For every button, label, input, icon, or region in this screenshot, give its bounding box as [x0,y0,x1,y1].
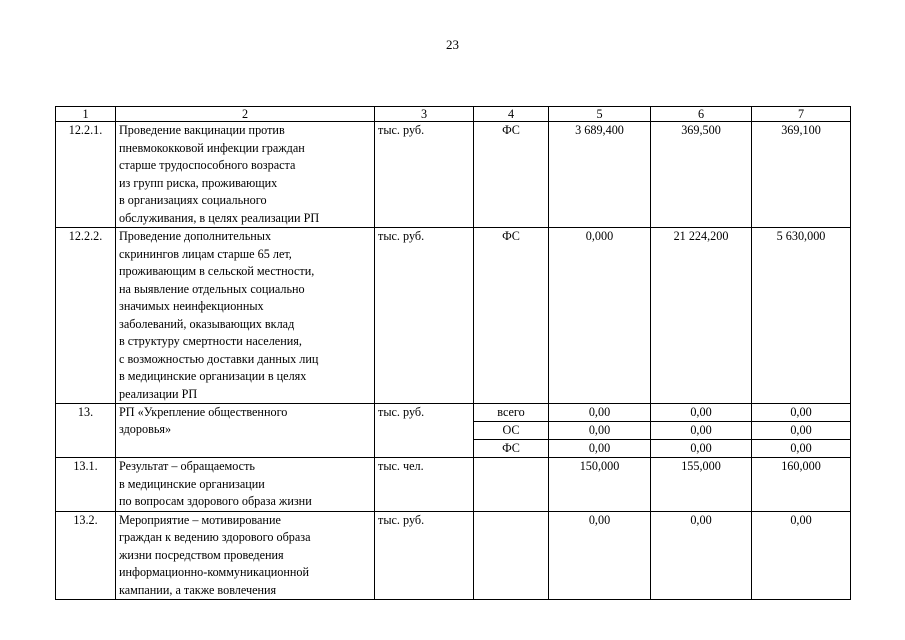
row-number-cell: 13.2. [56,511,116,600]
row-value-cell: 369,500 [651,122,752,228]
row-value-cell: 0,000 [549,228,651,404]
row-number-cell: 12.2.2. [56,228,116,404]
column-number-row [56,107,851,122]
column-number-cell: 2 [116,107,375,122]
column-number-cell: 1 [56,107,116,122]
column-number-cell: 4 [474,107,549,122]
row-value-cell: 0,00 [651,511,752,600]
row-value-cell: 0,00 [651,422,752,440]
table-row [56,122,851,228]
row-number-cell: 12.2.1. [56,122,116,228]
row-value-cell: 0,00 [549,404,651,422]
column-number-cell: 3 [375,107,474,122]
row-value-cell: 3 689,400 [549,122,651,228]
column-number-cell: 6 [651,107,752,122]
row-value-cell: 0,00 [752,440,851,458]
page-number: 23 [446,37,459,52]
row-name-cell: Проведение дополнительных скринингов лицам старше 65 лет, проживающим в сельской местности, на выявление отдельных социально значимых неинфекционных заболеваний, оказывающих вклад в структуру смертности населения, с возможностью доставки данных лиц в медицинские организации в целях реализации РП [116,228,375,404]
table-body [56,107,851,600]
table-row [56,404,851,422]
row-name-cell: РП «Укрепление общественного здоровья» [116,404,375,458]
row-unit-cell: тыс. руб. [375,122,474,228]
row-value-cell: 150,000 [549,458,651,512]
row-source-cell [474,458,549,512]
row-value-cell: 369,100 [752,122,851,228]
row-name-cell: Результат – обращаемость в медицинские организации по вопросам здорового образа жизни [116,458,375,512]
budget-table [55,106,851,600]
row-value-cell: 21 224,200 [651,228,752,404]
row-value-cell: 160,000 [752,458,851,512]
row-value-cell: 0,00 [752,422,851,440]
table-row [56,228,851,404]
column-number-cell: 5 [549,107,651,122]
row-name-cell: Мероприятие – мотивирование граждан к ведению здорового образа жизни посредством проведения информационно-коммуникационной кампании, а также вовлечения [116,511,375,600]
row-value-cell: 0,00 [651,404,752,422]
table-row [56,511,851,600]
column-number-cell: 7 [752,107,851,122]
row-value-cell: 5 630,000 [752,228,851,404]
row-value-cell: 155,000 [651,458,752,512]
table-row [56,458,851,512]
row-source-cell: всего [474,404,549,422]
row-unit-cell: тыс. руб. [375,228,474,404]
row-value-cell: 0,00 [549,511,651,600]
row-value-cell: 0,00 [549,440,651,458]
row-unit-cell: тыс. чел. [375,458,474,512]
row-source-cell: ФС [474,228,549,404]
row-unit-cell: тыс. руб. [375,511,474,600]
row-source-cell: ОС [474,422,549,440]
row-value-cell: 0,00 [651,440,752,458]
row-name-cell: Проведение вакцинации против пневмококковой инфекции граждан старше трудоспособного возраста из групп риска, проживающих в организациях социального обслуживания, в целях реализации РП [116,122,375,228]
row-value-cell: 0,00 [752,404,851,422]
row-value-cell: 0,00 [752,511,851,600]
row-number-cell: 13. [56,404,116,458]
row-unit-cell: тыс. руб. [375,404,474,458]
row-source-cell: ФС [474,440,549,458]
row-source-cell [474,511,549,600]
row-number-cell: 13.1. [56,458,116,512]
row-value-cell: 0,00 [549,422,651,440]
row-source-cell: ФС [474,122,549,228]
